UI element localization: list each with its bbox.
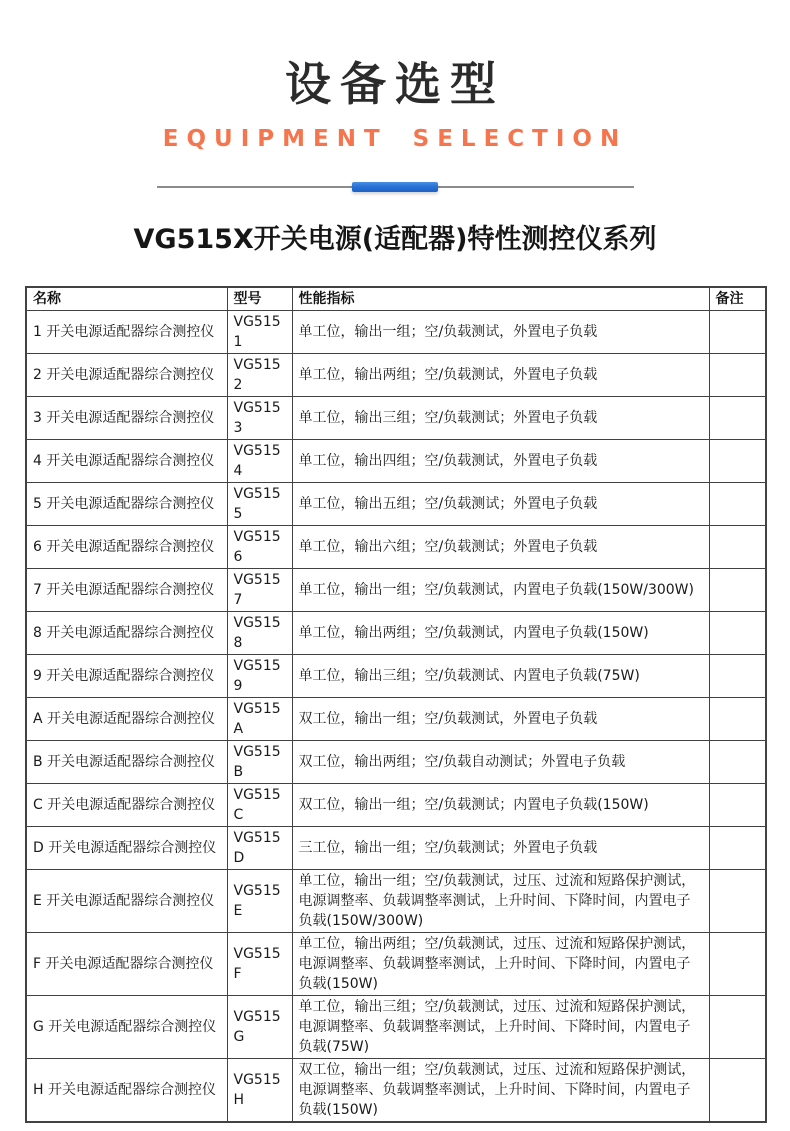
name-cell: D 开关电源适配器综合测控仪: [26, 827, 227, 870]
name-cell: G 开关电源适配器综合测控仪: [26, 996, 227, 1059]
table-row: [26, 741, 766, 784]
spec-cell: 单工位，输出六组；空/负载测试；外置电子负载: [292, 526, 709, 569]
name-cell: F 开关电源适配器综合测控仪: [26, 933, 227, 996]
spec-cell: 单工位，输出四组；空/负载测试，外置电子负载: [292, 440, 709, 483]
model-cell: VG5159: [227, 655, 292, 698]
product-spec-table: [25, 286, 767, 1123]
note-cell: [709, 933, 766, 996]
table-row: [26, 784, 766, 827]
model-cell: VG5157: [227, 569, 292, 612]
column-header-name: 名称: [26, 287, 227, 311]
note-cell: [709, 483, 766, 526]
spec-cell: 双工位，输出一组；空/负载测试，外置电子负载: [292, 698, 709, 741]
note-cell: [709, 440, 766, 483]
model-cell: VG515B: [227, 741, 292, 784]
series-title: VG515X开关电源(适配器)特性测控仪系列: [133, 224, 657, 255]
name-cell: B 开关电源适配器综合测控仪: [26, 741, 227, 784]
model-cell: VG5154: [227, 440, 292, 483]
name-cell: 8 开关电源适配器综合测控仪: [26, 612, 227, 655]
table-row: [26, 354, 766, 397]
spec-cell: 双工位，输出一组；空/负载测试；内置电子负载(150W): [292, 784, 709, 827]
model-cell: VG515D: [227, 827, 292, 870]
model-cell: VG5151: [227, 311, 292, 354]
spec-cell: 双工位，输出一组；空/负载测试，过压、过流和短路保护测试，电源调整率、负载调整率测试，上升时间、下降时间，内置电子负载(150W): [292, 1059, 709, 1123]
name-cell: 6 开关电源适配器综合测控仪: [26, 526, 227, 569]
table-row: [26, 996, 766, 1059]
model-cell: VG5158: [227, 612, 292, 655]
name-cell: E 开关电源适配器综合测控仪: [26, 870, 227, 933]
model-cell: VG5155: [227, 483, 292, 526]
model-cell: VG515H: [227, 1059, 292, 1123]
note-cell: [709, 311, 766, 354]
table-row: [26, 933, 766, 996]
note-cell: [709, 698, 766, 741]
page-title: 设备选型: [285, 57, 505, 111]
page-subtitle: EQUIPMENT SELECTION: [162, 126, 628, 152]
table-row: [26, 483, 766, 526]
spec-cell: 单工位，输出两组；空/负载测试，内置电子负载(150W): [292, 612, 709, 655]
table-row: [26, 612, 766, 655]
name-cell: A 开关电源适配器综合测控仪: [26, 698, 227, 741]
name-cell: C 开关电源适配器综合测控仪: [26, 784, 227, 827]
column-header-note: 备注: [709, 287, 766, 311]
note-cell: [709, 354, 766, 397]
table-row: [26, 1059, 766, 1123]
table-row: [26, 655, 766, 698]
table-row: [26, 397, 766, 440]
model-cell: VG515C: [227, 784, 292, 827]
column-header-model: 型号: [227, 287, 292, 311]
table-row: [26, 311, 766, 354]
note-cell: [709, 397, 766, 440]
note-cell: [709, 827, 766, 870]
column-header-spec: 性能指标: [292, 287, 709, 311]
note-cell: [709, 784, 766, 827]
note-cell: [709, 612, 766, 655]
spec-cell: 单工位，输出三组；空/负载测试；外置电子负载: [292, 397, 709, 440]
spec-cell: 单工位，输出三组；空/负载测试，过压、过流和短路保护测试，电源调整率、负载调整率测试，上升时间、下降时间，内置电子负载(75W): [292, 996, 709, 1059]
name-cell: 2 开关电源适配器综合测控仪: [26, 354, 227, 397]
note-cell: [709, 1059, 766, 1123]
model-cell: VG5156: [227, 526, 292, 569]
table-header-row: [26, 287, 766, 311]
section-divider: [157, 182, 634, 192]
spec-cell: 单工位，输出一组；空/负载测试，外置电子负载: [292, 311, 709, 354]
note-cell: [709, 655, 766, 698]
table-row: [26, 526, 766, 569]
name-cell: 5 开关电源适配器综合测控仪: [26, 483, 227, 526]
name-cell: 4 开关电源适配器综合测控仪: [26, 440, 227, 483]
spec-cell: 单工位，输出两组；空/负载测试，外置电子负载: [292, 354, 709, 397]
table-row: [26, 569, 766, 612]
spec-cell: 三工位，输出一组；空/负载测试；外置电子负载: [292, 827, 709, 870]
table-row: [26, 698, 766, 741]
name-cell: 7 开关电源适配器综合测控仪: [26, 569, 227, 612]
table-row: [26, 870, 766, 933]
divider-accent-bar: [352, 182, 438, 192]
product-table-body: [26, 311, 766, 1123]
spec-cell: 单工位，输出两组；空/负载测试，过压、过流和短路保护测试，电源调整率、负载调整率测试，上升时间、下降时间，内置电子负载(150W): [292, 933, 709, 996]
model-cell: VG515F: [227, 933, 292, 996]
note-cell: [709, 526, 766, 569]
note-cell: [709, 569, 766, 612]
name-cell: 9 开关电源适配器综合测控仪: [26, 655, 227, 698]
model-cell: VG5153: [227, 397, 292, 440]
spec-cell: 单工位，输出一组；空/负载测试，内置电子负载(150W/300W): [292, 569, 709, 612]
model-cell: VG515A: [227, 698, 292, 741]
spec-cell: 单工位，输出三组；空/负载测试、内置电子负载(75W): [292, 655, 709, 698]
name-cell: H 开关电源适配器综合测控仪: [26, 1059, 227, 1123]
model-cell: VG515G: [227, 996, 292, 1059]
note-cell: [709, 996, 766, 1059]
table-row: [26, 827, 766, 870]
note-cell: [709, 741, 766, 784]
model-cell: VG5152: [227, 354, 292, 397]
name-cell: 1 开关电源适配器综合测控仪: [26, 311, 227, 354]
spec-cell: 单工位，输出五组；空/负载测试；外置电子负载: [292, 483, 709, 526]
note-cell: [709, 870, 766, 933]
table-header: [26, 287, 766, 311]
spec-cell: 双工位，输出两组；空/负载自动测试；外置电子负载: [292, 741, 709, 784]
table-row: [26, 440, 766, 483]
model-cell: VG515E: [227, 870, 292, 933]
spec-cell: 单工位，输出一组；空/负载测试，过压、过流和短路保护测试，电源调整率、负载调整率测试，上升时间、下降时间，内置电子负载(150W/300W): [292, 870, 709, 933]
name-cell: 3 开关电源适配器综合测控仪: [26, 397, 227, 440]
